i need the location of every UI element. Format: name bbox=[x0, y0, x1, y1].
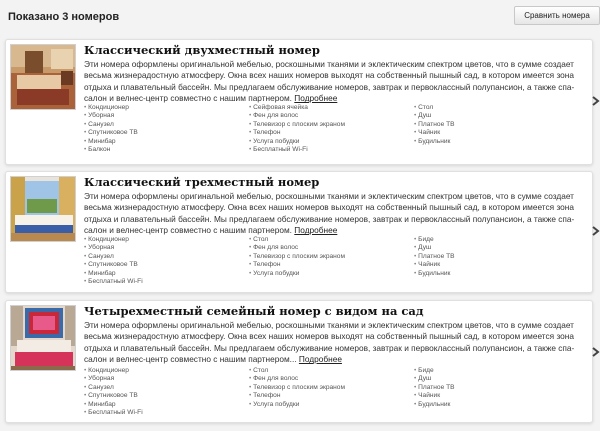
room-description-text: Эти номера оформлены оригинальной мебелью, роскошными тканями и эклектическим спектром цветов, что в сумме создает весьма жизнерадостную атмосферу. Окна всех наших номеров выходят на собственный пышный сад, в котором имеется зона отдыха и плавательный бассейн. Мы предлагаем обслуживание номеров, завтрак и первоклассный полупансион, а также спа-салон и велнес-центр совместно с нашим партнером... bbox=[84, 320, 575, 365]
feature-item: • Стол bbox=[249, 236, 414, 244]
compare-rooms-button[interactable]: Сравнить номера bbox=[514, 6, 600, 25]
feature-item: • Телефон bbox=[249, 392, 414, 400]
feature-item: • Сейфовая ячейка bbox=[249, 104, 414, 112]
feature-item: • Биде bbox=[414, 367, 579, 375]
feature-item: • Стол bbox=[249, 367, 414, 375]
room-photo[interactable] bbox=[10, 176, 76, 242]
feature-item: • Телевизор с плоским экраном bbox=[249, 253, 414, 261]
more-link[interactable]: Подробнее bbox=[294, 225, 338, 236]
feature-item: • Услуга побудки bbox=[249, 138, 414, 146]
results-header bbox=[0, 0, 600, 34]
feature-item: • Минибар bbox=[84, 138, 249, 146]
feature-item: • Платное ТВ bbox=[414, 121, 579, 129]
feature-item: • Будильник bbox=[414, 270, 579, 278]
feature-item: • Минибар bbox=[84, 401, 249, 409]
room-photo-image bbox=[11, 45, 76, 110]
feature-item: • Платное ТВ bbox=[414, 384, 579, 392]
features-column bbox=[84, 236, 249, 286]
features-column bbox=[84, 367, 249, 417]
room-features bbox=[84, 367, 579, 417]
room-description-text: Эти номера оформлены оригинальной мебелью, роскошными тканями и эклектическим спектром цветов, что в сумме создает весьма жизнерадостную атмосферу. Окна всех наших номеров выходят на собственный пышный сад, в котором имеется зона отдыха и плавательный бассейн. Мы предлагаем обслуживание номеров, завтрак и первоклассный полупансион, а также спа-салон и велнес-центр совместно с нашим партнером. bbox=[84, 59, 575, 104]
feature-item: • Чайник bbox=[414, 129, 579, 137]
feature-item: • Спутниковое ТВ bbox=[84, 392, 249, 400]
feature-item: • Телевизор с плоским экраном bbox=[249, 384, 414, 392]
results-count: Показано 3 номеров bbox=[8, 11, 120, 23]
feature-item: • Платное ТВ bbox=[414, 253, 579, 261]
room-title[interactable]: Классический двухместный номер bbox=[84, 43, 320, 57]
feature-item: • Минибар bbox=[84, 270, 249, 278]
room-title[interactable]: Четырехместный семейный номер с видом на сад bbox=[84, 304, 424, 318]
room-description bbox=[84, 59, 590, 105]
feature-item: • Стол bbox=[414, 104, 579, 112]
room-features bbox=[84, 236, 579, 286]
feature-item: • Услуга побудки bbox=[249, 270, 414, 278]
feature-item: • Спутниковое ТВ bbox=[84, 261, 249, 269]
feature-item: • Санузел bbox=[84, 121, 249, 129]
feature-item: • Бесплатный Wi-Fi bbox=[249, 146, 414, 154]
features-column bbox=[414, 104, 579, 154]
feature-item: • Бесплатный Wi-Fi bbox=[84, 409, 249, 417]
more-link[interactable]: Подробнее bbox=[298, 354, 342, 365]
feature-item: • Чайник bbox=[414, 261, 579, 269]
feature-item: • Уборная bbox=[84, 244, 249, 252]
room-photo-image bbox=[11, 177, 76, 242]
features-column bbox=[249, 236, 414, 286]
feature-item: • Душ bbox=[414, 375, 579, 383]
feature-item: • Кондиционер bbox=[84, 236, 249, 244]
room-card-family-garden bbox=[5, 300, 593, 423]
feature-item: • Кондиционер bbox=[84, 104, 249, 112]
feature-item: • Будильник bbox=[414, 138, 579, 146]
room-features bbox=[84, 104, 579, 154]
features-column bbox=[84, 104, 249, 154]
feature-item: • Фен для волос bbox=[249, 244, 414, 252]
feature-item: • Кондиционер bbox=[84, 367, 249, 375]
chevron-right-icon[interactable] bbox=[592, 347, 600, 357]
feature-item: • Уборная bbox=[84, 375, 249, 383]
feature-item: • Услуга побудки bbox=[249, 401, 414, 409]
feature-item: • Фен для волос bbox=[249, 112, 414, 120]
feature-item: • Телефон bbox=[249, 261, 414, 269]
feature-item: • Бесплатный Wi-Fi bbox=[84, 278, 249, 286]
room-photo-image bbox=[11, 306, 76, 371]
chevron-right-icon[interactable] bbox=[592, 96, 600, 106]
room-photo[interactable] bbox=[10, 44, 76, 110]
feature-item: • Спутниковое ТВ bbox=[84, 129, 249, 137]
room-photo[interactable] bbox=[10, 305, 76, 371]
feature-item: • Биде bbox=[414, 236, 579, 244]
features-column bbox=[249, 104, 414, 154]
feature-item: • Будильник bbox=[414, 401, 579, 409]
feature-item: • Душ bbox=[414, 112, 579, 120]
feature-item: • Чайник bbox=[414, 392, 579, 400]
features-column bbox=[414, 236, 579, 286]
features-column bbox=[414, 367, 579, 417]
room-description bbox=[84, 320, 590, 366]
room-description-text: Эти номера оформлены оригинальной мебелью, роскошными тканями и эклектическим спектром цветов, что в сумме создает весьма жизнерадостную атмосферу. Окна всех наших номеров выходят на собственный пышный сад, в котором имеется зона отдыха и плавательный бассейн. Мы предлагаем обслуживание номеров, завтрак и первоклассный полупансион, а также спа-салон и велнес-центр совместно с нашим партнером. bbox=[84, 191, 575, 236]
room-title[interactable]: Классический трехместный номер bbox=[84, 175, 320, 189]
feature-item: • Телефон bbox=[249, 129, 414, 137]
feature-item: • Санузел bbox=[84, 384, 249, 392]
feature-item: • Душ bbox=[414, 244, 579, 252]
feature-item: • Балкон bbox=[84, 146, 249, 154]
feature-item: • Телевизор с плоским экраном bbox=[249, 121, 414, 129]
chevron-right-icon[interactable] bbox=[592, 226, 600, 236]
room-card-triple bbox=[5, 171, 593, 293]
features-column bbox=[249, 367, 414, 417]
more-link[interactable]: Подробнее bbox=[294, 93, 338, 104]
feature-item: • Уборная bbox=[84, 112, 249, 120]
room-description bbox=[84, 191, 590, 237]
feature-item: • Санузел bbox=[84, 253, 249, 261]
feature-item: • Фен для волос bbox=[249, 375, 414, 383]
room-card-double bbox=[5, 39, 593, 165]
